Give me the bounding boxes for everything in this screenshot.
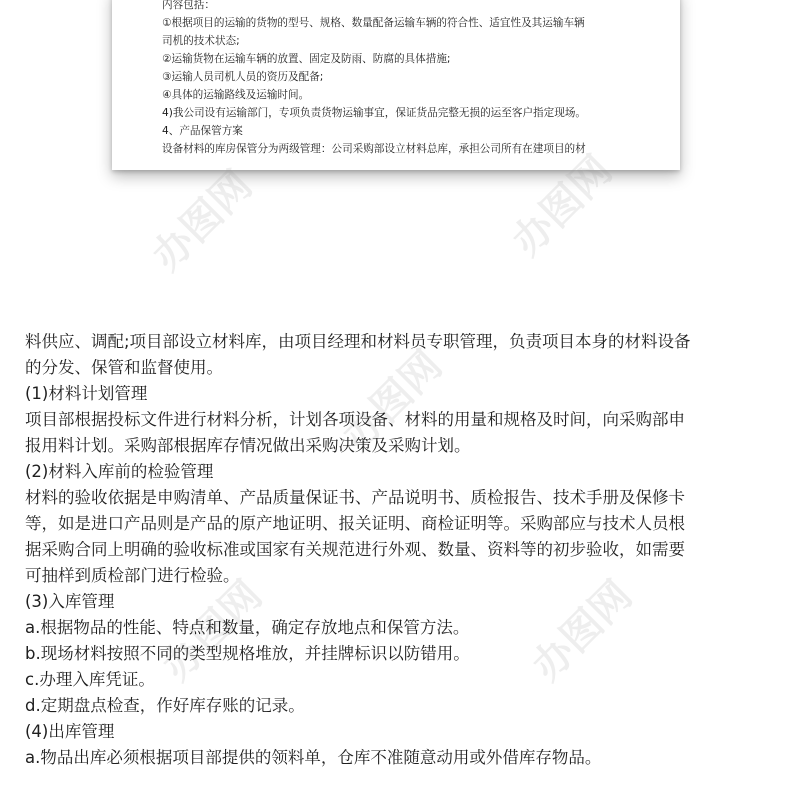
- body-paragraph-line: 据采购合同上明确的验收标准或国家有关规范进行外观、数量、资料等的初步验收，如需要: [25, 540, 685, 559]
- card-text-line: 司机的技术状态;: [162, 35, 240, 47]
- list-item: b.现场材料按照不同的类型规格堆放，并挂牌标识以防错用。: [25, 644, 470, 663]
- card-text-line: ②运输货物在运输车辆的放置、固定及防雨、防腐的具体措施;: [162, 53, 451, 65]
- card-text-line: 设备材料的库房保管分为两级管理：公司采购部设立材料总库，承担公司所有在建项目的材: [162, 143, 586, 155]
- body-paragraph-line: 报用料计划。采购部根据库存情况做出采购决策及采购计划。: [25, 436, 471, 455]
- watermark: 办图网: [153, 572, 272, 690]
- body-paragraph-line: 的分发、保管和监督使用。: [25, 358, 223, 377]
- watermark: 办图网: [333, 342, 452, 460]
- document-preview-card: [112, 0, 680, 170]
- card-text-line: ①根据项目的运输的货物的型号、规格、数量配备运输车辆的符合性、适宜性及其运输车辆: [162, 17, 585, 29]
- body-paragraph-line: 项目部根据投标文件进行材料分析，计划各项设备、材料的用量和规格及时间，向采购部申: [25, 410, 685, 429]
- body-paragraph-line: 等，如是进口产品则是产品的原产地证明、报关证明、商检证明等。采购部应与技术人员根: [25, 514, 685, 533]
- section-heading: (4)出库管理: [25, 722, 115, 741]
- card-text-line: ③运输人员司机人员的资历及配备;: [162, 71, 324, 83]
- list-item: d.定期盘点检查，作好库存账的记录。: [25, 696, 305, 715]
- body-paragraph-line: 料供应、调配;项目部设立材料库，由项目经理和材料员专职管理，负责项目本身的材料设备: [25, 332, 691, 351]
- list-item: a.根据物品的性能、特点和数量，确定存放地点和保管方法。: [25, 618, 470, 637]
- body-paragraph-line: 可抽样到质检部门进行检验。: [25, 566, 240, 585]
- card-text-line: 4、产品保管方案: [162, 125, 243, 137]
- list-item: c.办理入库凭证。: [25, 670, 155, 689]
- watermark: 办图网: [523, 572, 642, 690]
- section-heading: (1)材料计划管理: [25, 384, 148, 403]
- section-heading: (3)入库管理: [25, 592, 115, 611]
- body-paragraph-line: 材料的验收依据是申购清单、产品质量保证书、产品说明书、质检报告、技术手册及保修卡: [25, 488, 685, 507]
- watermark: 办图网: [143, 162, 262, 280]
- watermark: 办图网: [503, 147, 622, 265]
- section-heading: (2)材料入库前的检验管理: [25, 462, 214, 481]
- card-text-line: ④具体的运输路线及运输时间。: [162, 89, 310, 101]
- document-body: [25, 329, 795, 771]
- list-item: a.物品出库必须根据项目部提供的领料单，仓库不准随意动用或外借库存物品。: [25, 748, 602, 767]
- card-text-line: 内容包括：: [162, 0, 215, 11]
- card-text-line: 4)我公司设有运输部门，专项负责货物运输事宜，保证货品完整无损的运至客户指定现场。: [162, 107, 587, 119]
